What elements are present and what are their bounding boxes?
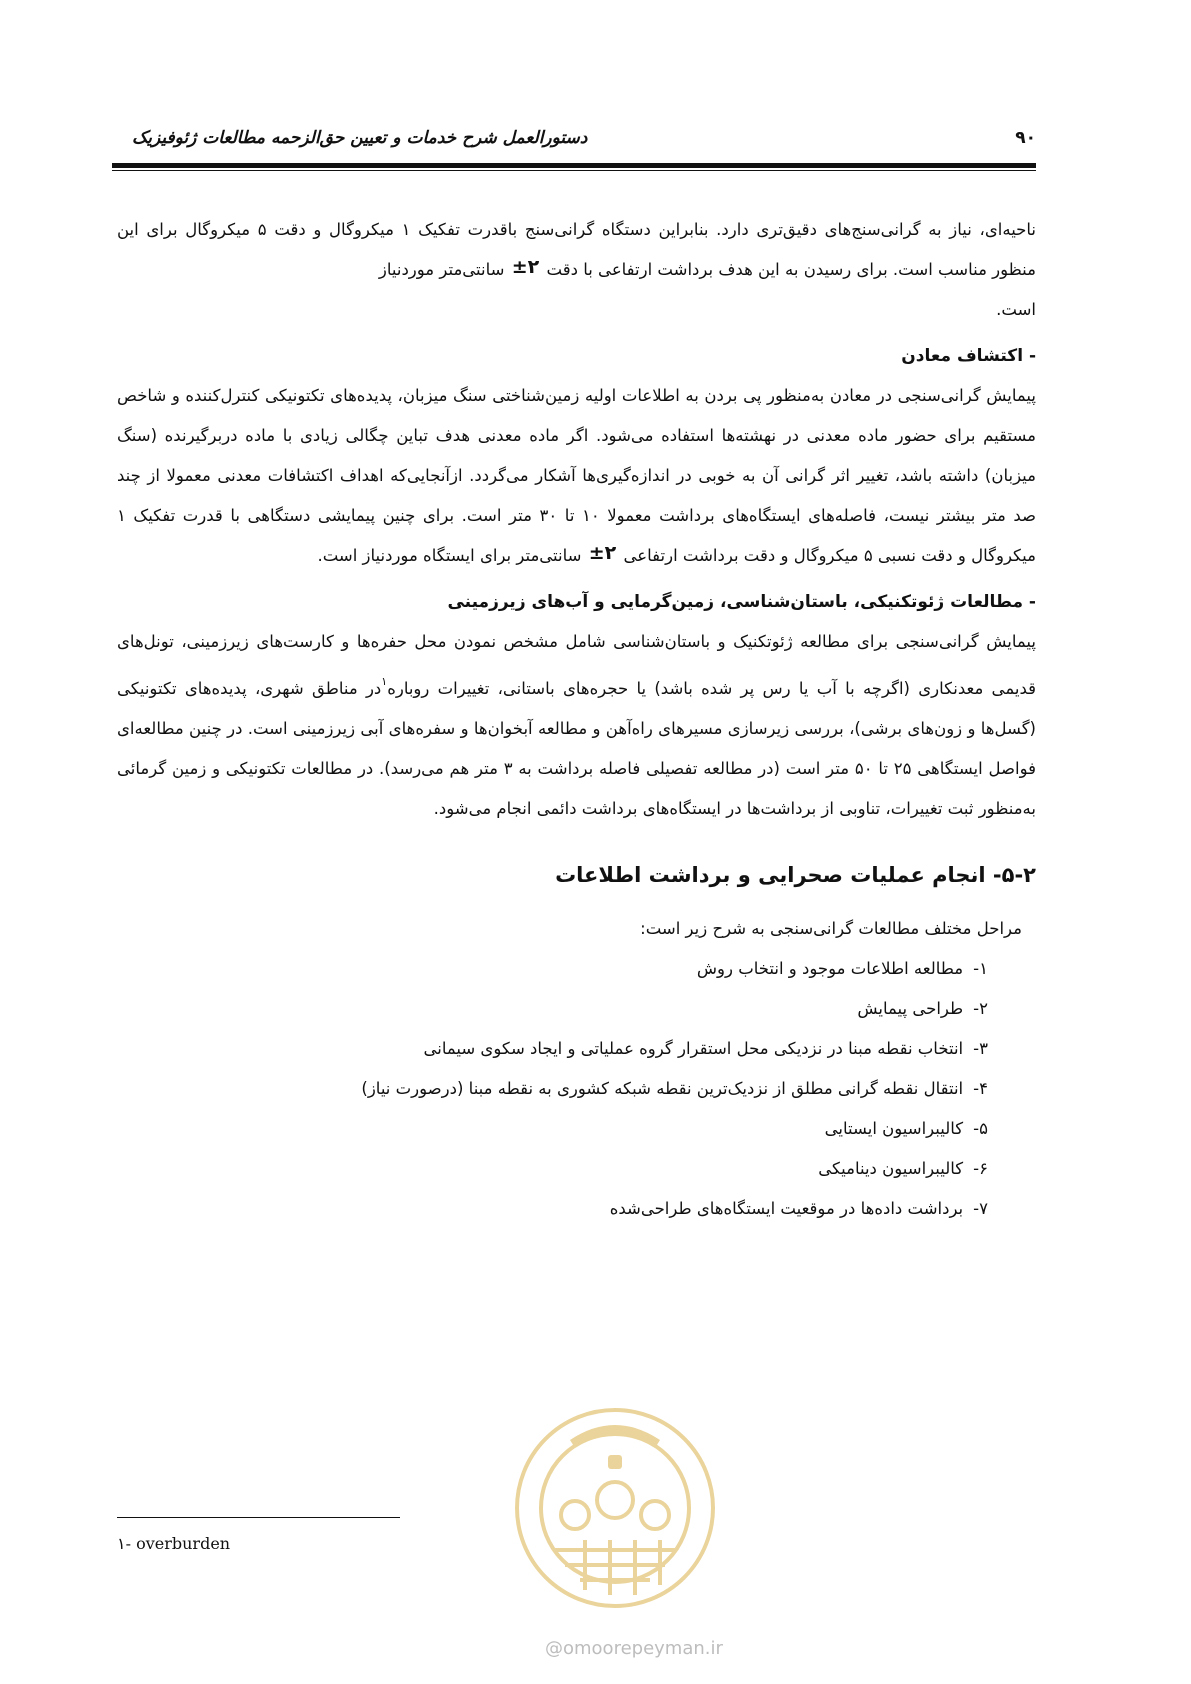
plus-minus-symbol: ±۲ xyxy=(588,542,617,564)
header-rule-thin xyxy=(112,170,1036,171)
mining-heading: - اکتشاف معادن xyxy=(901,346,1036,366)
mining-text-b: سانتی‌متر برای ایستگاه موردنیاز است. xyxy=(317,546,582,565)
section-heading: ۵-۲- انجام عملیات صحرایی و برداشت اطلاعات xyxy=(555,863,1036,887)
body-content xyxy=(117,210,1036,1229)
page-number: ۹۰ xyxy=(1015,128,1036,148)
list-item: ۶-کالیبراسیون دینامیکی xyxy=(818,1159,988,1178)
section-intro: مراحل مختلف مطالعات گرانی‌سنجی به شرح زیر است: xyxy=(640,919,1022,938)
list-item: ۵-کالیبراسیون ایستایی xyxy=(824,1119,988,1138)
watermark-url: @omoorepeyman.ir xyxy=(545,1638,723,1659)
intro-paragraph xyxy=(117,210,1036,330)
mining-paragraph xyxy=(117,376,1036,576)
list-item: ۲-طراحی پیمایش xyxy=(857,999,988,1018)
intro-line-2b: سانتی‌متر موردنیاز xyxy=(378,260,505,279)
plus-minus-symbol: ±۲ xyxy=(511,256,540,278)
geotech-text-a: پیمایش گرانی‌سنجی برای مطالعه ژئوتکنیک و باستان‌شناسی شامل مشخص نمودن محل حفره‌ها و کارست‌های زیرزمینی، تونل‌های قدیمی معدنکاری (اگرچه با آب یا رس پر شده باشد) یا حجره‌های باستانی، تغییرات روباره xyxy=(117,632,1036,698)
intro-line-2a: میکروگال برای این منظور مناسب است. برای رسیدن به این هدف برداشت ارتفاعی با دقت xyxy=(117,220,1036,279)
intro-line-1: ناحیه‌ای، نیاز به گرانی‌سنج‌های دقیق‌تری دارد. بنابراین دستگاه گرانی‌سنج باقدرت تفکیک ۱ میکروگال و دقت ۵ xyxy=(257,220,1036,239)
geotech-paragraph xyxy=(117,622,1036,829)
mining-text-a: پیمایش گرانی‌سنجی در معادن به‌منظور پی بردن به اطلاعات اولیه زمین‌شناختی سنگ میزبان، پدیده‌های تکتونیکی کنترل‌کننده و شاخص مستقیم برای حضور ماده معدنی در نهشته‌ها استفاده می‌شود. اگر ماده معدنی هدف تباین چگالی زیادی با ماده دربرگیرنده (سنگ میزبان) داشته باشد، تغییر اثر گرانی آن به خوبی در اندازه‌گیری‌ها آشکار می‌گردد. ازآنجایی‌که اهداف اکتشافات معدنی معمولا از چند صد متر بیشتر نیست، فاصله‌های ایستگاه‌های برداشت معمولا ۱۰ تا ۳۰ متر است. برای چنین پیمایشی دستگاهی با قدرت تفکیک ۱ میکروگال و دقت نسبی ۵ میکروگال و دقت برداشت ارتفاعی xyxy=(117,386,1037,565)
list-item: ۷-برداشت داده‌ها در موقعیت ایستگاه‌های طراحی‌شده xyxy=(609,1199,988,1218)
footnote-reference[interactable]: ۱ xyxy=(381,675,388,688)
running-header-title: دستورالعمل شرح خدمات و تعیین حق‌الزحمه مطالعات ژئوفیزیک xyxy=(132,128,588,148)
header-rule xyxy=(112,163,1036,168)
steps-list xyxy=(117,949,1036,1229)
list-item: ۳-انتخاب نقطه مبنا در نزدیکی محل استقرار گروه عملیاتی و ایجاد سکوی سیمانی xyxy=(423,1039,988,1058)
geotech-heading: - مطالعات ژئوتکنیکی، باستان‌شناسی، زمین‌گرمایی و آب‌های زیرزمینی xyxy=(447,592,1036,612)
geotech-text-b: در مناطق شهری، پدیده‌های تکتونیکی (گسل‌ها و زون‌های برشی)، بررسی زیرسازی مسیرهای راه‌آهن و مطالعه آبخوان‌ها و سفره‌های آبی زیرزمینی است. در چنین مطالعه‌ای فواصل ایستگاهی ۲۵ تا ۵۰ متر است (در مطالعه تفصیلی فاصله برداشت به ۳ متر هم می‌رسد). در مطالعات تکتونیکی و زمین گرمائی به‌منظور ثبت تغییرات، تناوبی از برداشت‌ها در ایستگاه‌های برداشت دائمی انجام می‌شود. xyxy=(117,679,1036,818)
list-item: ۴-انتقال نقطه گرانی مطلق از نزدیک‌ترین نقطه شبکه کشوری به نقطه مبنا (درصورت نیاز) xyxy=(361,1079,988,1098)
list-item: ۱-مطالعه اطلاعات موجود و انتخاب روش xyxy=(696,959,988,978)
footnote: ۱- overburden xyxy=(117,1534,231,1553)
footnote-rule xyxy=(117,1517,400,1518)
intro-line-3: است. xyxy=(996,300,1036,319)
seal-watermark-icon xyxy=(510,1400,720,1615)
